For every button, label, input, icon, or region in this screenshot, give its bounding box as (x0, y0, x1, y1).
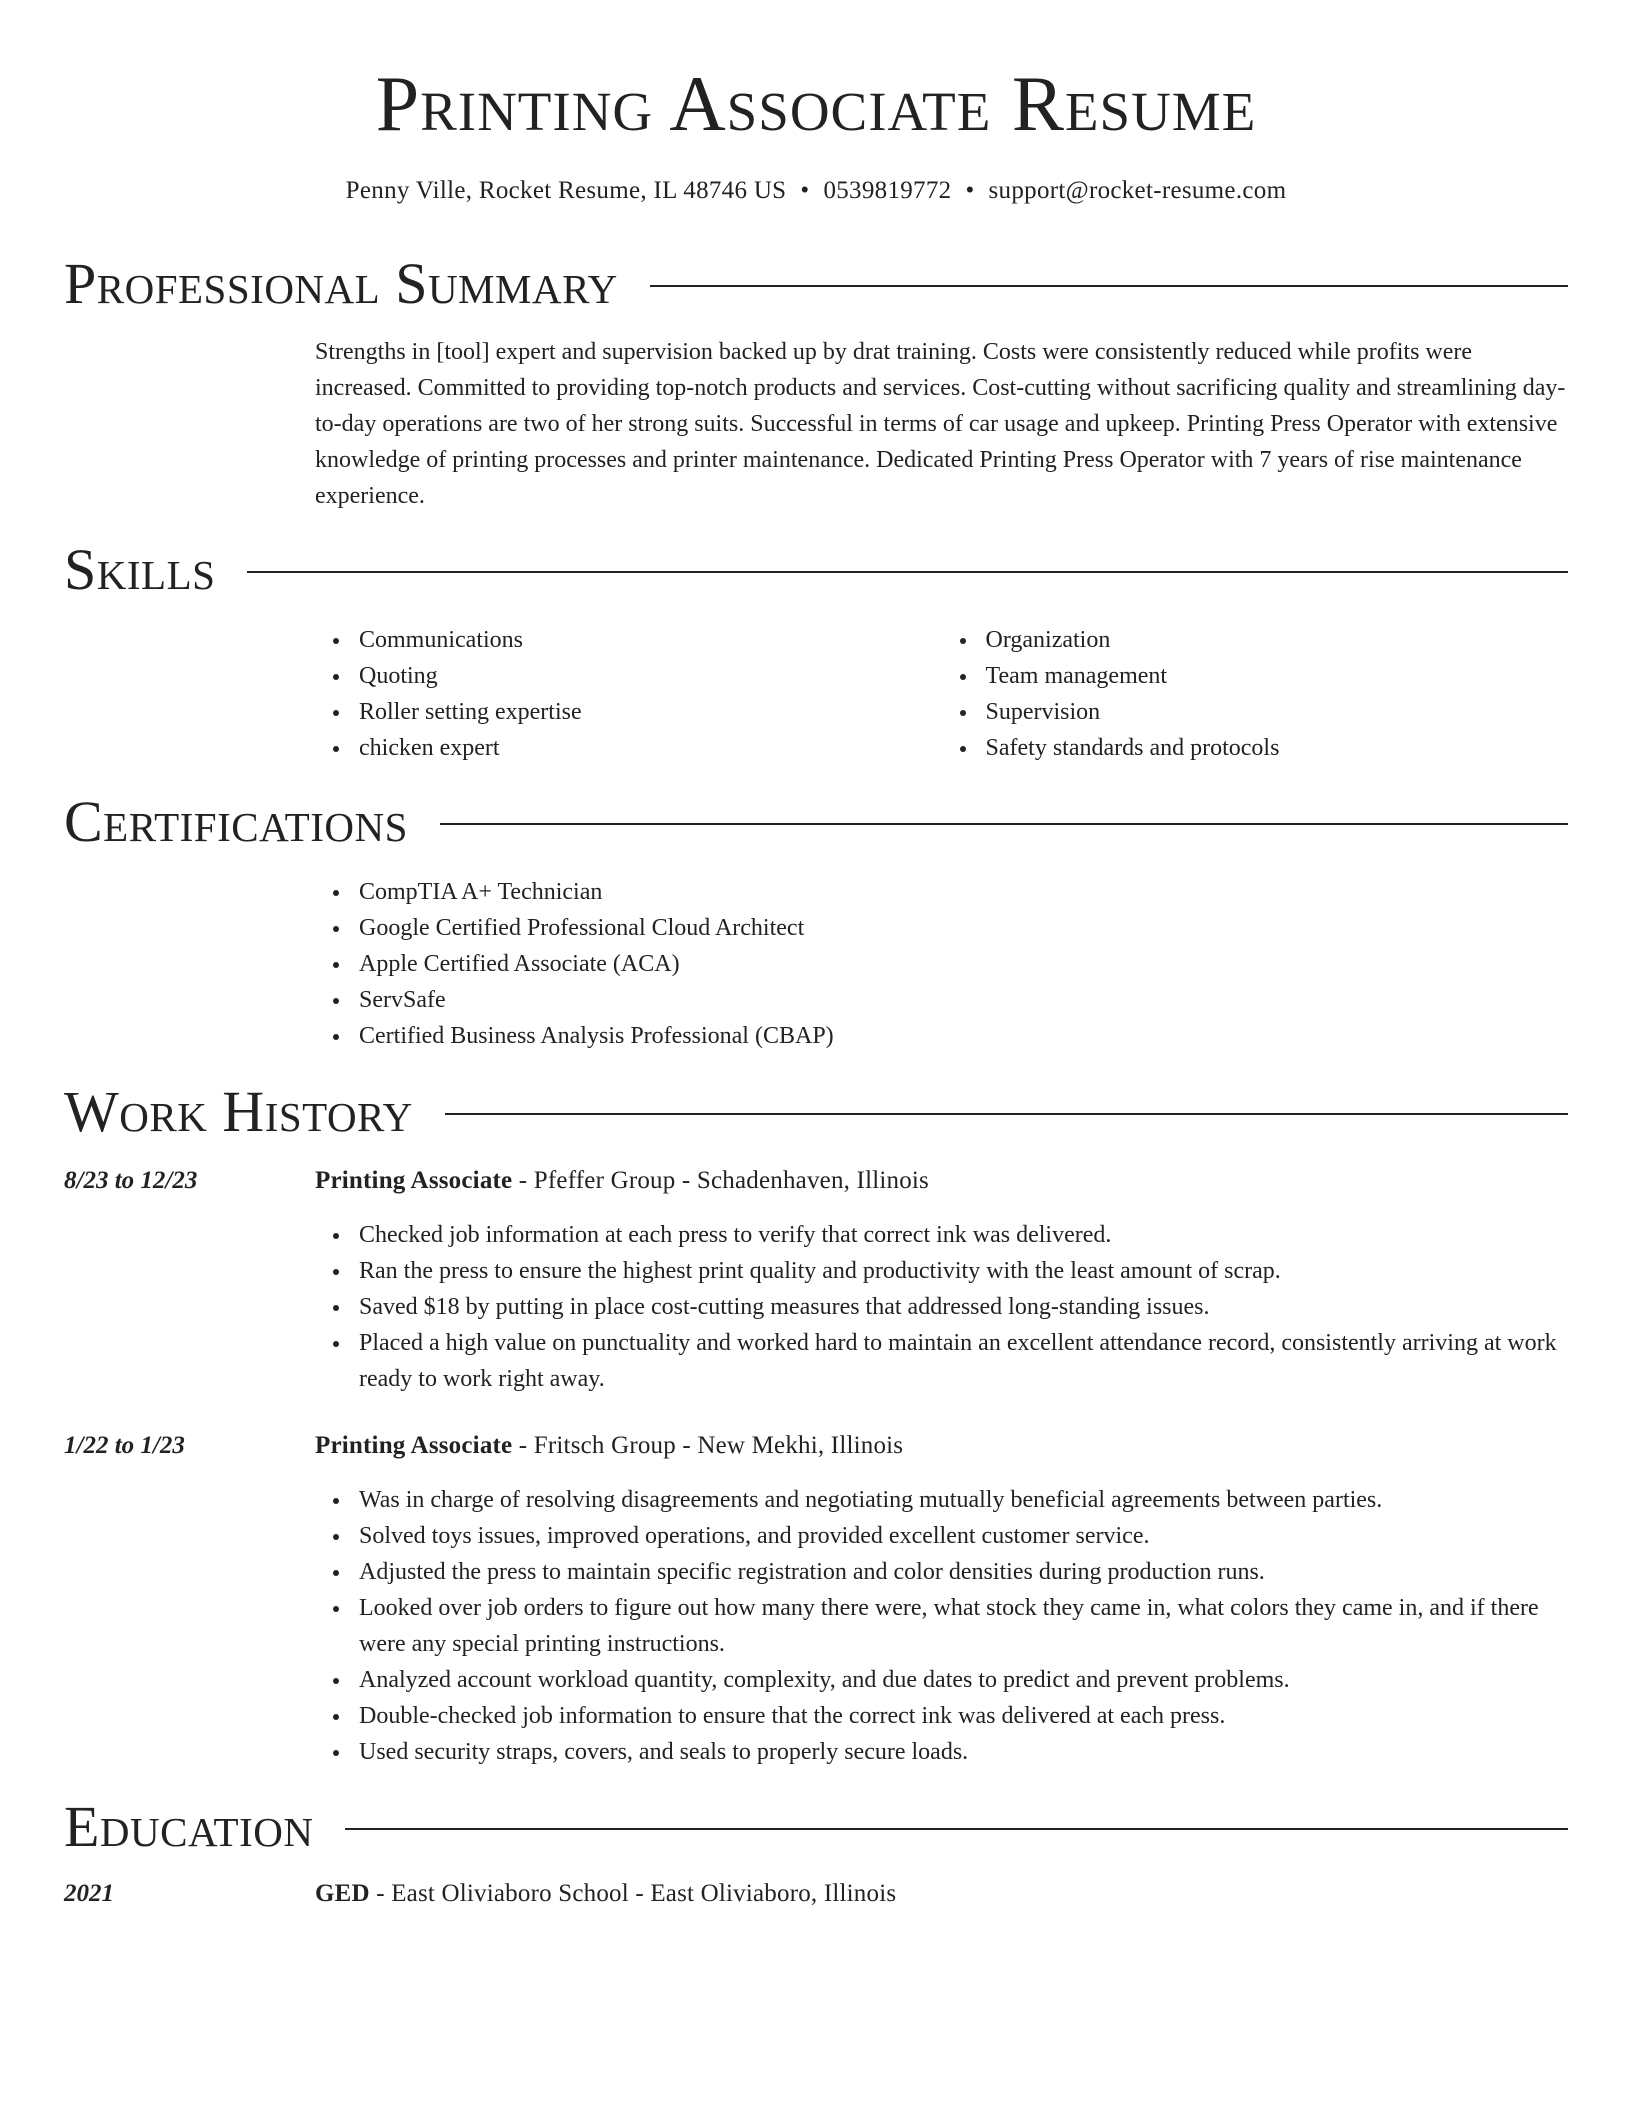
job-duty-item: Used security straps, covers, and seals to properly secure loads. (359, 1734, 1568, 1770)
skills-body (315, 622, 1568, 766)
job-heading (315, 1428, 1568, 1464)
skills-list-left (315, 622, 942, 766)
education-year: 2021 (64, 1880, 114, 1907)
contact-line (0, 176, 1632, 206)
skill-item: Team management (986, 658, 1569, 694)
education-section-header (64, 1795, 1568, 1859)
skill-item: Supervision (986, 694, 1569, 730)
summary-body (315, 334, 1568, 514)
job-duties-list (315, 1482, 1568, 1770)
education-degree: GED (315, 1880, 370, 1907)
job-duty-item: Analyzed account workload quantity, complexity, and due dates to predict and prevent problems. (359, 1662, 1568, 1698)
job-duty-item: Was in charge of resolving disagreements and negotiating mutually beneficial agreements between parties. (359, 1482, 1568, 1518)
contact-separator: • (800, 177, 810, 204)
job-duty-item: Saved $18 by putting in place cost-cutting measures that addressed long-standing issues. (359, 1289, 1568, 1325)
education-school-location: - East Oliviaboro School - East Oliviaboro, Illinois (369, 1880, 897, 1907)
certification-item: Certified Business Analysis Professional (CBAP) (359, 1018, 1568, 1054)
section-divider (440, 823, 1568, 825)
summary-section-header (64, 252, 1568, 316)
skill-item: Safety standards and protocols (986, 730, 1569, 766)
job-employer-location: - Fritsch Group - New Mekhi, Illinois (512, 1432, 904, 1459)
section-divider (650, 285, 1568, 287)
job-title: Printing Associate (315, 1432, 513, 1459)
job-dates: 8/23 to 12/23 (64, 1167, 198, 1194)
job-duty-item: Looked over job orders to figure out how many there were, what stock they came in, what colors they came in, and if there were any special printing instructions. (359, 1590, 1568, 1662)
job-duty-item: Checked job information at each press to verify that correct ink was delivered. (359, 1217, 1568, 1253)
job-duties-list (315, 1217, 1568, 1397)
skill-item: Roller setting expertise (359, 694, 942, 730)
certifications-list (315, 874, 1568, 1054)
resume-title: Printing Associate Resume (375, 60, 1257, 147)
certifications-heading: Certifications (64, 789, 408, 854)
certification-item: Apple Certified Associate (ACA) (359, 946, 1568, 982)
job-employer-location: - Pfeffer Group - Schadenhaven, Illinois (512, 1167, 929, 1194)
certification-item: CompTIA A+ Technician (359, 874, 1568, 910)
skill-item: Quoting (359, 658, 942, 694)
skill-item: Organization (986, 622, 1569, 658)
contact-separator: • (965, 177, 975, 204)
skill-item: Communications (359, 622, 942, 658)
certifications-section-header (64, 790, 1568, 854)
education-heading: Education (64, 1794, 314, 1859)
contact-address: Penny Ville, Rocket Resume, IL 48746 US (345, 177, 787, 204)
section-divider (345, 1828, 1568, 1830)
summary-text: Strengths in [tool] expert and supervision backed up by drat training. Costs were consistently reduced while profits were increased. Committed to providing top-notch products and services. Cost-cutting without sacrificing quality and streamlining day-to-day operations are two of her strong suits. Successful in terms of car usage and upkeep. Printing Press Operator with extensive knowledge of printing processes and printer maintenance. Dedicated Printing Press Operator with 7 years of rise maintenance experience. (315, 339, 1566, 509)
skills-heading: Skills (64, 537, 216, 602)
section-divider (247, 571, 1568, 573)
job-duty-item: Placed a high value on punctuality and worked hard to maintain an excellent attendance record, consistently arriving at work ready to work right away. (359, 1325, 1568, 1397)
job-duty-item: Double-checked job information to ensure that the correct ink was delivered at each press. (359, 1698, 1568, 1734)
job-duty-item: Adjusted the press to maintain specific registration and color densities during production runs. (359, 1554, 1568, 1590)
certification-item: Google Certified Professional Cloud Architect (359, 910, 1568, 946)
work-heading: Work History (64, 1079, 413, 1144)
job-duty-item: Ran the press to ensure the highest print quality and productivity with the least amount of scrap. (359, 1253, 1568, 1289)
section-divider (445, 1113, 1568, 1115)
job-title: Printing Associate (315, 1167, 513, 1194)
summary-heading: Professional Summary (64, 251, 618, 316)
contact-email: support@rocket-resume.com (988, 177, 1287, 204)
skills-grid (315, 622, 1568, 766)
job-duties (315, 1217, 1568, 1397)
skills-list-right (942, 622, 1569, 766)
certifications-body (315, 874, 1568, 1054)
skills-section-header (64, 538, 1568, 602)
contact-phone: 0539819772 (823, 177, 952, 204)
job-dates: 1/22 to 1/23 (64, 1432, 185, 1459)
job-heading (315, 1163, 1568, 1199)
education-entry (315, 1876, 1568, 1912)
job-duty-item: Solved toys issues, improved operations, and provided excellent customer service. (359, 1518, 1568, 1554)
certification-item: ServSafe (359, 982, 1568, 1018)
skill-item: chicken expert (359, 730, 942, 766)
work-section-header (64, 1080, 1568, 1144)
job-duties (315, 1482, 1568, 1770)
